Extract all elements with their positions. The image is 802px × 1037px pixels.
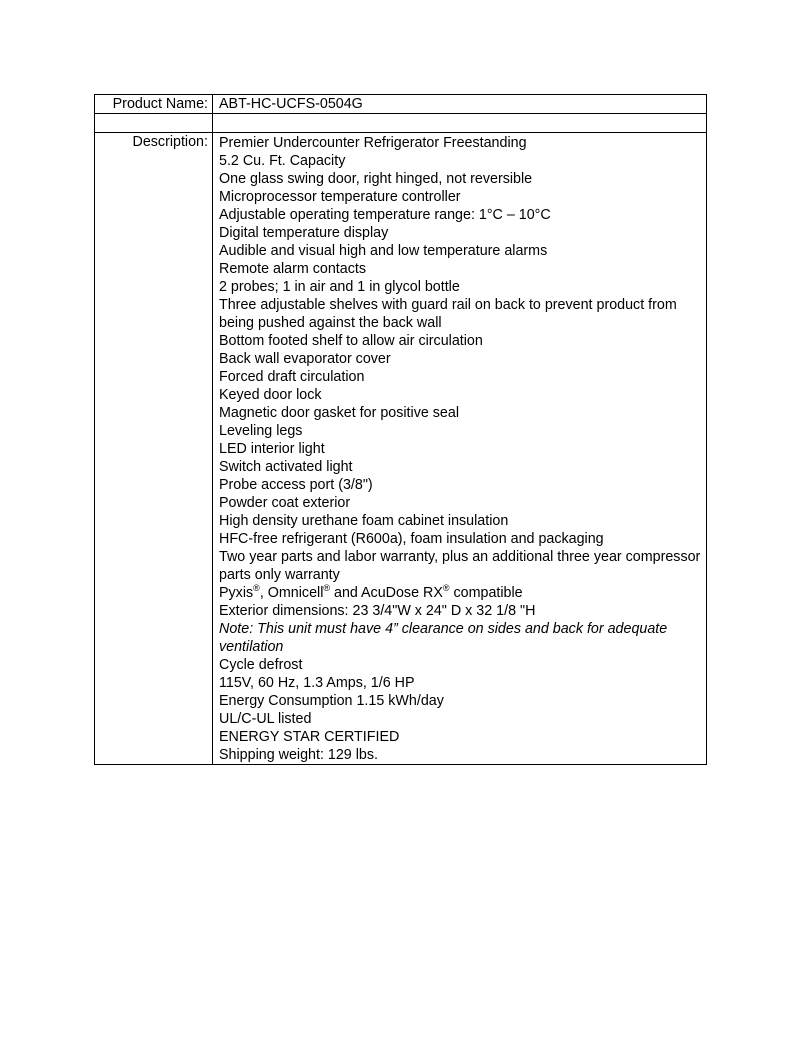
product-name-label: Product Name: <box>95 95 213 114</box>
compatibility-line <box>219 584 702 602</box>
description-line: Magnetic door gasket for positive seal <box>219 405 459 421</box>
description-line: Three adjustable shelves with guard rail on back to prevent product from being pushed against the back wall <box>219 297 677 331</box>
spec-sheet-table <box>94 94 707 765</box>
blank-cell-value <box>213 114 707 133</box>
description-line: Exterior dimensions: 23 3/4"W x 24" D x 32 1/8 "H <box>219 603 536 619</box>
description-line: Microprocessor temperature controller <box>219 189 461 205</box>
description-line: Premier Undercounter Refrigerator Freestanding <box>219 135 527 151</box>
description-line: HFC-free refrigerant (R600a), foam insulation and packaging <box>219 531 604 547</box>
clearance-note: Note: This unit must have 4” clearance on sides and back for adequate ventilation <box>219 621 668 655</box>
omnicell-text: , Omnicell <box>259 585 324 601</box>
pyxis-text: Pyxis <box>219 585 254 601</box>
registered-mark: ® <box>253 583 260 594</box>
blank-row <box>95 114 707 133</box>
description-line: Probe access port (3/8") <box>219 477 373 493</box>
blank-cell-label <box>95 114 213 133</box>
description-line: Audible and visual high and low temperature alarms <box>219 243 548 259</box>
description-line: Switch activated light <box>219 459 353 475</box>
description-line: Leveling legs <box>219 423 303 439</box>
product-name-row <box>95 95 707 114</box>
description-line: Digital temperature display <box>219 225 389 241</box>
description-line: Two year parts and labor warranty, plus an additional three year compressor parts only warranty <box>219 549 701 583</box>
registered-mark: ® <box>442 583 450 594</box>
description-line: LED interior light <box>219 441 325 457</box>
description-line: Cycle defrost <box>219 657 303 673</box>
product-name-value: ABT-HC-UCFS-0504G <box>213 95 707 114</box>
description-line: Remote alarm contacts <box>219 261 366 277</box>
description-line: Energy Consumption 1.15 kWh/day <box>219 693 444 709</box>
description-line: One glass swing door, right hinged, not reversible <box>219 171 533 187</box>
compatible-text: compatible <box>449 585 523 601</box>
description-row <box>95 133 707 765</box>
description-label: Description: <box>95 133 213 765</box>
description-list <box>219 134 702 764</box>
description-line: Back wall evaporator cover <box>219 351 391 367</box>
description-line: Adjustable operating temperature range: 1°C – 10°C <box>219 207 551 223</box>
description-line: Keyed door lock <box>219 387 322 403</box>
registered-mark: ® <box>323 583 331 594</box>
acudose-text: and AcuDose RX <box>330 585 443 601</box>
description-line: High density urethane foam cabinet insulation <box>219 513 509 529</box>
description-line: Powder coat exterior <box>219 495 351 511</box>
description-line: 115V, 60 Hz, 1.3 Amps, 1/6 HP <box>219 675 415 691</box>
description-line: 2 probes; 1 in air and 1 in glycol bottle <box>219 279 460 295</box>
description-line: Bottom footed shelf to allow air circulation <box>219 333 483 349</box>
description-line: 5.2 Cu. Ft. Capacity <box>219 153 346 169</box>
description-line: Forced draft circulation <box>219 369 365 385</box>
description-line: UL/C-UL listed <box>219 711 312 727</box>
description-cell <box>213 133 707 765</box>
description-line: ENERGY STAR CERTIFIED <box>219 729 400 745</box>
description-line: Shipping weight: 129 lbs. <box>219 747 378 763</box>
